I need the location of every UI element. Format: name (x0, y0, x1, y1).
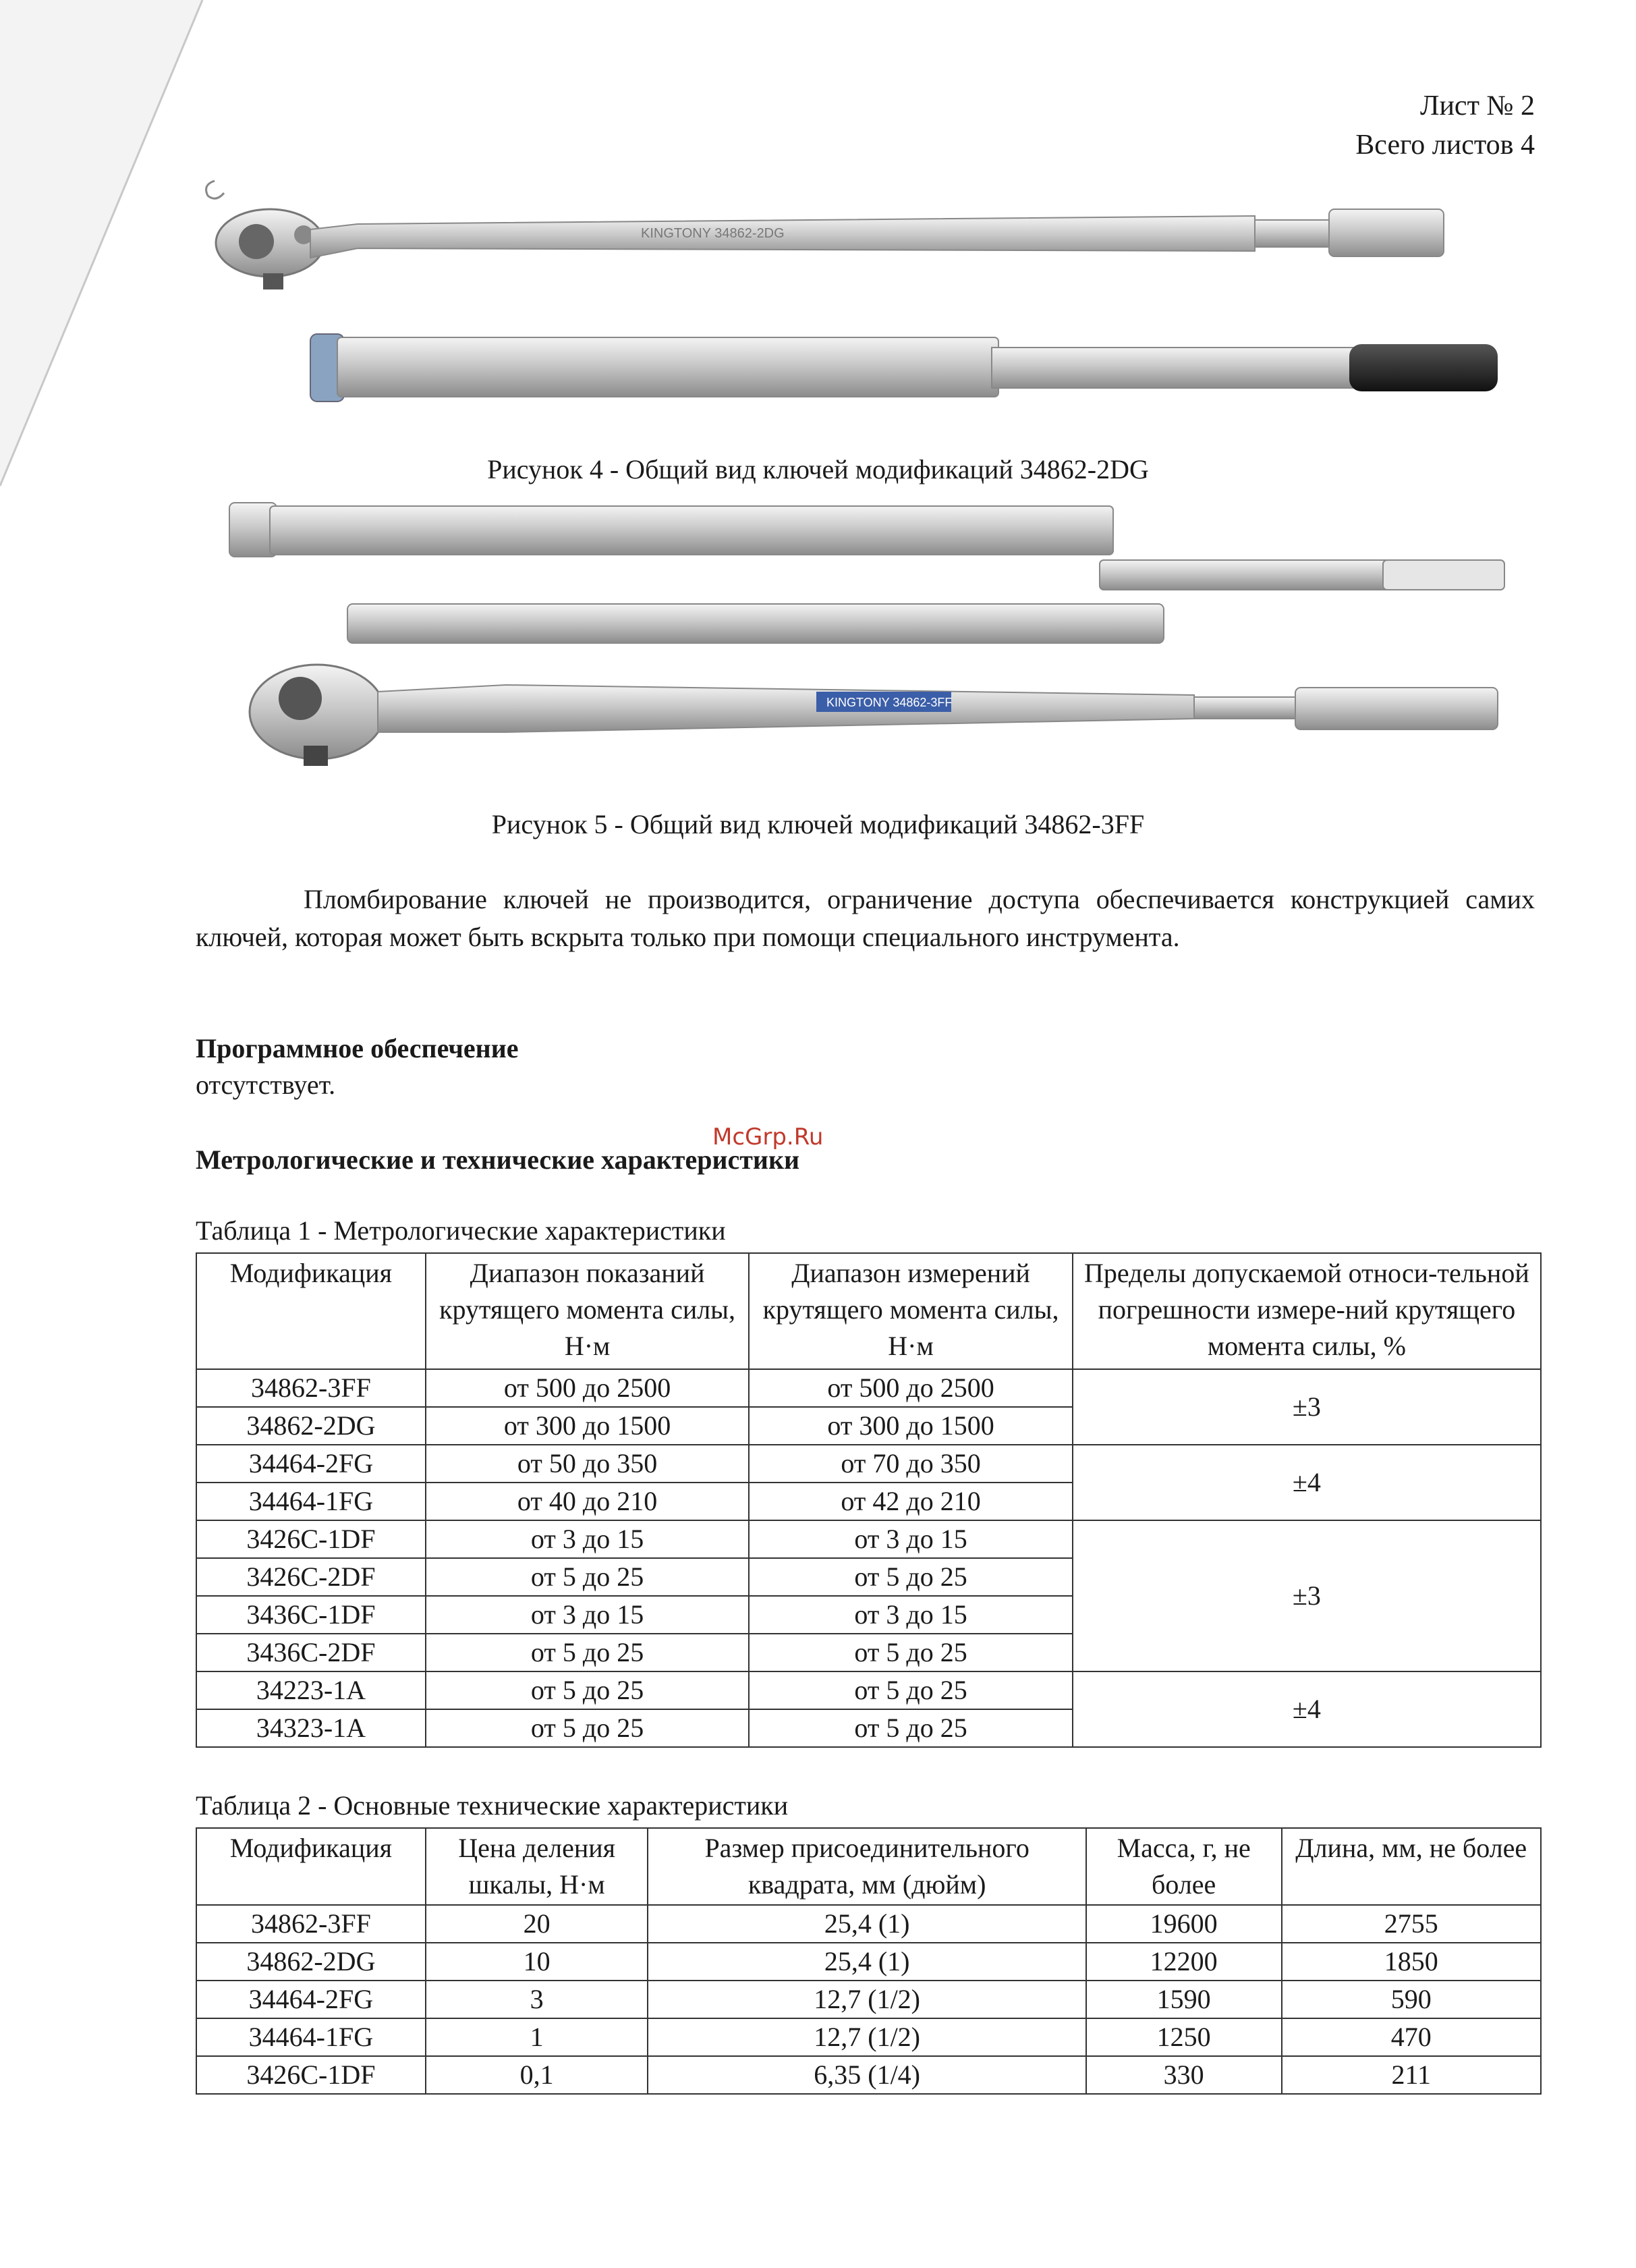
sheet-total: Всего листов 4 (1355, 130, 1535, 161)
table1-cell-measurement: от 500 до 2500 (749, 1369, 1072, 1407)
table1-cell-model: 34464-1FG (196, 1483, 426, 1520)
figure-4-caption: Рисунок 4 - Общий вид ключей модификаций 34862-2DG (487, 454, 1149, 485)
sheet-number: Лист № 2 (1419, 90, 1535, 121)
table2-cell-mass: 12200 (1086, 1943, 1282, 1981)
table2-cell-length: 470 (1282, 2018, 1542, 2056)
table1-cell-measurement: от 5 до 25 (749, 1558, 1072, 1596)
table1-cell-model: 34323-1A (196, 1709, 426, 1747)
table2-cell-mass: 1590 (1086, 1981, 1282, 2018)
table-row (196, 1943, 1541, 1981)
table1-cell-measurement: от 5 до 25 (749, 1671, 1072, 1709)
table1-cell-model: 34464-2FG (196, 1445, 426, 1483)
table2-cell-length: 211 (1282, 2056, 1542, 2094)
table2-cell-mass: 1250 (1086, 2018, 1282, 2056)
sheet-header (1355, 86, 1535, 165)
wrench-3ff-extension-middle (347, 604, 1164, 643)
software-text: отсутствует. (196, 1070, 336, 1100)
table2-cell-mass: 19600 (1086, 1905, 1282, 1943)
table2-header-row (196, 1828, 1541, 1905)
table1-cell-model: 34862-3FF (196, 1369, 426, 1407)
table1-cell-measurement: от 42 до 210 (749, 1483, 1072, 1520)
table1-cell-indication: от 5 до 25 (426, 1709, 749, 1747)
table2-header-division: Цена деления шкалы, Н·м (426, 1828, 648, 1905)
figure-5-image (223, 496, 1525, 773)
table1-cell-indication: от 3 до 15 (426, 1596, 749, 1634)
wrench-2dg-label: KINGTONY 34862-2DG (641, 226, 785, 241)
table1-cell-indication: от 50 до 350 (426, 1445, 749, 1483)
table2-cell-model: 34862-3FF (196, 1905, 426, 1943)
table2-cell-square: 12,7 (1/2) (648, 2018, 1085, 2056)
table1-cell-model: 3426C-1DF (196, 1520, 426, 1558)
table1-cell-error: ±4 (1073, 1445, 1541, 1520)
table2-cell-model: 34464-1FG (196, 2018, 426, 2056)
table1-cell-indication: от 5 до 25 (426, 1558, 749, 1596)
table1-cell-measurement: от 5 до 25 (749, 1709, 1072, 1747)
table1-header-error: Пределы допускаемой относи-тельной погрешности измере-ний крутящего момента силы, % (1073, 1253, 1541, 1369)
table2-header-mass: Масса, г, не более (1086, 1828, 1282, 1905)
table1-header-model: Модификация (196, 1253, 426, 1369)
table1-header-row (196, 1253, 1541, 1369)
table2-header-square: Размер присоединительного квадрата, мм (дюйм) (648, 1828, 1085, 1905)
table1-cell-indication: от 5 до 25 (426, 1671, 749, 1709)
metro-heading: Метрологические и технические характеристики (196, 1144, 800, 1175)
table1-cell-measurement: от 300 до 1500 (749, 1407, 1072, 1445)
table1-header-measurement: Диапазон измерений крутящего момента силы, Н·м (749, 1253, 1072, 1369)
table-row (196, 1369, 1541, 1407)
table1-cell-indication: от 5 до 25 (426, 1634, 749, 1671)
table1-cell-model: 34862-2DG (196, 1407, 426, 1445)
table2-cell-length: 1850 (1282, 1943, 1542, 1981)
table2-cell-length: 590 (1282, 1981, 1542, 2018)
table1 (196, 1252, 1542, 1748)
watermark: McGrp.Ru (712, 1124, 824, 1151)
table1-cell-model: 3436C-1DF (196, 1596, 426, 1634)
table-row (196, 2018, 1541, 2056)
table1-cell-error: ±3 (1073, 1520, 1541, 1671)
software-heading: Программное обеспечение (196, 1033, 519, 1063)
figure-4-image (202, 196, 1511, 439)
table-row (196, 1445, 1541, 1483)
table1-cell-indication: от 40 до 210 (426, 1483, 749, 1520)
table1-cell-model: 34223-1A (196, 1671, 426, 1709)
table-row (196, 1671, 1541, 1709)
table2 (196, 1827, 1542, 2095)
wrench-3ff-label: KINGTONY 34862-3FF (826, 696, 953, 709)
table2-cell-division: 0,1 (426, 2056, 648, 2094)
table1-cell-model: 3426C-2DF (196, 1558, 426, 1596)
table2-cell-division: 10 (426, 1943, 648, 1981)
table1-header-indication: Диапазон показаний крутящего момента силы, Н·м (426, 1253, 749, 1369)
wrench-2dg-body (216, 209, 1444, 289)
table-row (196, 2056, 1541, 2094)
table2-cell-division: 20 (426, 1905, 648, 1943)
table-row (196, 1981, 1541, 2018)
table-row (196, 1905, 1541, 1943)
wrench-3ff-body (250, 665, 1498, 766)
wrench-3ff-extension-short (1100, 560, 1504, 590)
table1-cell-error: ±4 (1073, 1671, 1541, 1747)
table2-cell-mass: 330 (1086, 2056, 1282, 2094)
table-row (196, 1520, 1541, 1558)
table2-caption: Таблица 2 - Основные технические характеристики (196, 1790, 789, 1821)
table1-cell-indication: от 300 до 1500 (426, 1407, 749, 1445)
table1-cell-measurement: от 3 до 15 (749, 1596, 1072, 1634)
sealing-paragraph (196, 881, 1535, 956)
table2-cell-square: 12,7 (1/2) (648, 1981, 1085, 2018)
table1-cell-model: 3436C-2DF (196, 1634, 426, 1671)
table2-header-length: Длина, мм, не более (1282, 1828, 1542, 1905)
table1-caption: Таблица 1 - Метрологические характеристики (196, 1215, 726, 1246)
table1-cell-error: ±3 (1073, 1369, 1541, 1445)
table2-cell-model: 34464-2FG (196, 1981, 426, 2018)
wrench-2dg-extension (310, 334, 1498, 402)
sealing-text: Пломбирование ключей не производится, ограничение доступа обеспечивается конструкцией самих ключей, которая может быть вскрыта только при помощи специального инструмента. (196, 884, 1535, 952)
table1-cell-indication: от 3 до 15 (426, 1520, 749, 1558)
table1-cell-measurement: от 3 до 15 (749, 1520, 1072, 1558)
table2-cell-model: 3426C-1DF (196, 2056, 426, 2094)
table1-cell-measurement: от 70 до 350 (749, 1445, 1072, 1483)
table2-cell-length: 2755 (1282, 1905, 1542, 1943)
table2-header-model: Модификация (196, 1828, 426, 1905)
table2-cell-division: 3 (426, 1981, 648, 2018)
table2-cell-square: 25,4 (1) (648, 1905, 1085, 1943)
table2-cell-model: 34862-2DG (196, 1943, 426, 1981)
figure-5-caption: Рисунок 5 - Общий вид ключей модификаций 34862-3FF (491, 809, 1145, 839)
wrench-3ff-extension-long (229, 503, 1113, 557)
table1-cell-measurement: от 5 до 25 (749, 1634, 1072, 1671)
table2-cell-square: 6,35 (1/4) (648, 2056, 1085, 2094)
table2-cell-division: 1 (426, 2018, 648, 2056)
table1-cell-indication: от 500 до 2500 (426, 1369, 749, 1407)
table2-cell-square: 25,4 (1) (648, 1943, 1085, 1981)
